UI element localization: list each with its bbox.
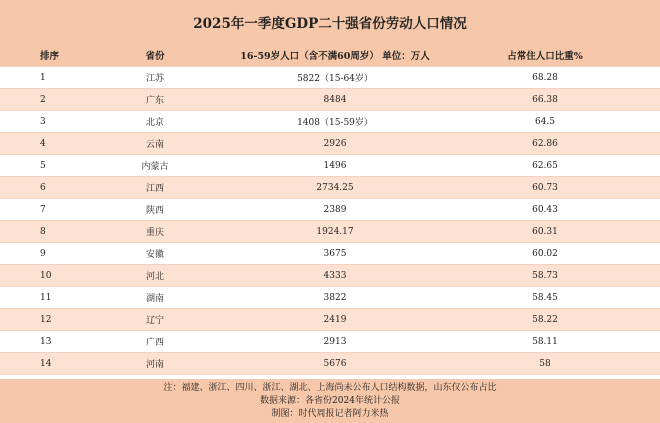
table-row	[0, 331, 660, 353]
cell-province: 云南	[70, 133, 240, 155]
cell-percentage: 58.45	[430, 287, 660, 309]
footer-note: 注：福建、浙江、四川、浙江、湖北、上海尚未公布人口结构数据，山东仅公布占比	[163, 382, 497, 393]
cell-percentage: 66.38	[430, 89, 660, 111]
table-row	[0, 287, 660, 309]
table-row	[0, 199, 660, 221]
cell-percentage: 58.73	[430, 265, 660, 287]
cell-province: 江西	[70, 177, 240, 199]
table-footer	[0, 379, 660, 423]
table-row	[0, 353, 660, 375]
table-row	[0, 221, 660, 243]
cell-province: 河南	[70, 353, 240, 375]
cell-percentage: 58.11	[430, 331, 660, 353]
cell-percentage: 62.65	[430, 155, 660, 177]
header-province: 省份	[70, 44, 240, 67]
cell-percentage: 60.43	[430, 199, 660, 221]
cell-percentage: 68.28	[430, 67, 660, 89]
cell-province: 辽宁	[70, 309, 240, 331]
labor-population-table	[0, 44, 660, 396]
cell-population: 2926	[240, 133, 430, 155]
cell-population: 4333	[240, 265, 430, 287]
cell-rank: 12	[0, 309, 70, 331]
header-percentage: 占常住人口比重%	[430, 44, 660, 67]
cell-rank: 7	[0, 199, 70, 221]
cell-rank: 14	[0, 353, 70, 375]
table-title: 2025年一季度GDP二十强省份劳动人口情况	[0, 0, 660, 44]
cell-rank: 9	[0, 243, 70, 265]
cell-population: 1496	[240, 155, 430, 177]
cell-rank: 5	[0, 155, 70, 177]
cell-population: 1924.17	[240, 221, 430, 243]
cell-population: 1408（15-59岁）	[240, 111, 430, 133]
header-population: 16-59岁人口（含不满60周岁） 单位：万人	[240, 44, 430, 67]
cell-province: 江苏	[70, 67, 240, 89]
table-row	[0, 309, 660, 331]
table-header-row	[0, 44, 660, 67]
cell-percentage: 60.73	[430, 177, 660, 199]
table-row	[0, 265, 660, 287]
table-body	[0, 67, 660, 397]
cell-province: 内蒙古	[70, 155, 240, 177]
cell-population: 2419	[240, 309, 430, 331]
cell-province: 北京	[70, 111, 240, 133]
cell-rank: 8	[0, 221, 70, 243]
cell-province: 广西	[70, 331, 240, 353]
cell-province: 陕西	[70, 199, 240, 221]
cell-percentage: 60.31	[430, 221, 660, 243]
cell-rank: 3	[0, 111, 70, 133]
table-row	[0, 111, 660, 133]
cell-rank: 1	[0, 67, 70, 89]
cell-province: 安徽	[70, 243, 240, 265]
header-rank: 排序	[0, 44, 70, 67]
cell-province: 湖南	[70, 287, 240, 309]
table-row	[0, 89, 660, 111]
cell-percentage: 58	[430, 353, 660, 375]
cell-rank: 10	[0, 265, 70, 287]
cell-rank: 6	[0, 177, 70, 199]
cell-population: 2389	[240, 199, 430, 221]
cell-percentage: 58.22	[430, 309, 660, 331]
footer-author: 制图：时代周报记者阿力米热	[271, 408, 389, 419]
cell-population: 8484	[240, 89, 430, 111]
cell-population: 5676	[240, 353, 430, 375]
cell-population: 2913	[240, 331, 430, 353]
cell-percentage: 62.86	[430, 133, 660, 155]
table-row	[0, 155, 660, 177]
cell-rank: 13	[0, 331, 70, 353]
table-row	[0, 243, 660, 265]
table-row	[0, 67, 660, 89]
cell-percentage: 60.02	[430, 243, 660, 265]
cell-rank: 2	[0, 89, 70, 111]
cell-rank: 4	[0, 133, 70, 155]
cell-population: 5822（15-64岁）	[240, 67, 430, 89]
table-row	[0, 133, 660, 155]
cell-population: 2734.25	[240, 177, 430, 199]
cell-province: 广东	[70, 89, 240, 111]
cell-province: 河北	[70, 265, 240, 287]
cell-percentage: 64.5	[430, 111, 660, 133]
cell-province: 重庆	[70, 221, 240, 243]
footer-source: 数据来源：各省份2024年统计公报	[260, 395, 400, 406]
cell-rank: 11	[0, 287, 70, 309]
cell-population: 3675	[240, 243, 430, 265]
table-row	[0, 177, 660, 199]
cell-population: 3822	[240, 287, 430, 309]
